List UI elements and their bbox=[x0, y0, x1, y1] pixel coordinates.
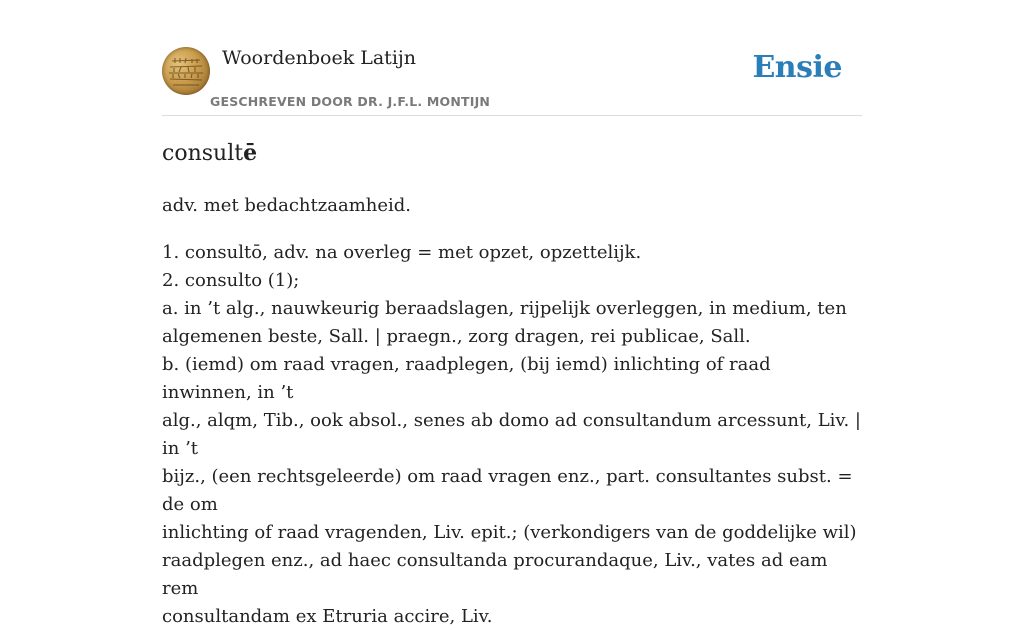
entry-lines bbox=[162, 239, 862, 631]
entry-definition: adv. met bedachtzaamheid. bbox=[162, 195, 412, 216]
entry-line: consultandam ex Etruria accire, Liv. bbox=[162, 606, 493, 627]
entry-line: bijz., (een rechtsgeleerde) om raad vragen enz., part. consultantes subst. = de om bbox=[162, 466, 853, 515]
entry-line: alg., alqm, Tib., ook absol., senes ab domo ad consultandum arcessunt, Liv. | in ’t bbox=[162, 410, 861, 459]
entry-line: 1. consultō, adv. na overleg = met opzet, opzettelijk. bbox=[162, 242, 642, 263]
entry-line: 2. consulto (1); bbox=[162, 270, 300, 291]
entry-line: algemenen beste, Sall. | praegn., zorg dragen, rei publicae, Sall. bbox=[162, 326, 751, 347]
entry-body bbox=[162, 192, 862, 631]
headword-bold: ē bbox=[243, 140, 258, 166]
entry-line: inlichting of raad vragenden, Liv. epit.; (verkondigers van de goddelijke wil) bbox=[162, 522, 857, 543]
coin-seal-icon[interactable] bbox=[162, 47, 210, 95]
page bbox=[162, 0, 862, 627]
header bbox=[162, 0, 862, 116]
headword-plain: consult bbox=[162, 141, 244, 166]
entry-line: a. in ’t alg., nauwkeurig beraadslagen, rijpelijk overleggen, in medium, ten bbox=[162, 298, 847, 319]
ensie-logo[interactable]: Ensie bbox=[752, 50, 842, 85]
entry-headword bbox=[162, 140, 257, 166]
entry-line: raadplegen enz., ad haec consultanda procurandaque, Liv., vates ad eam rem bbox=[162, 550, 828, 599]
entry-line: b. (iemd) om raad vragen, raadplegen, (bij iemd) inlichting of raad inwinnen, in ’t bbox=[162, 354, 771, 403]
book-title[interactable]: Woordenboek Latijn bbox=[222, 47, 417, 69]
author-line: GESCHREVEN DOOR DR. J.F.L. MONTIJN bbox=[210, 94, 491, 109]
